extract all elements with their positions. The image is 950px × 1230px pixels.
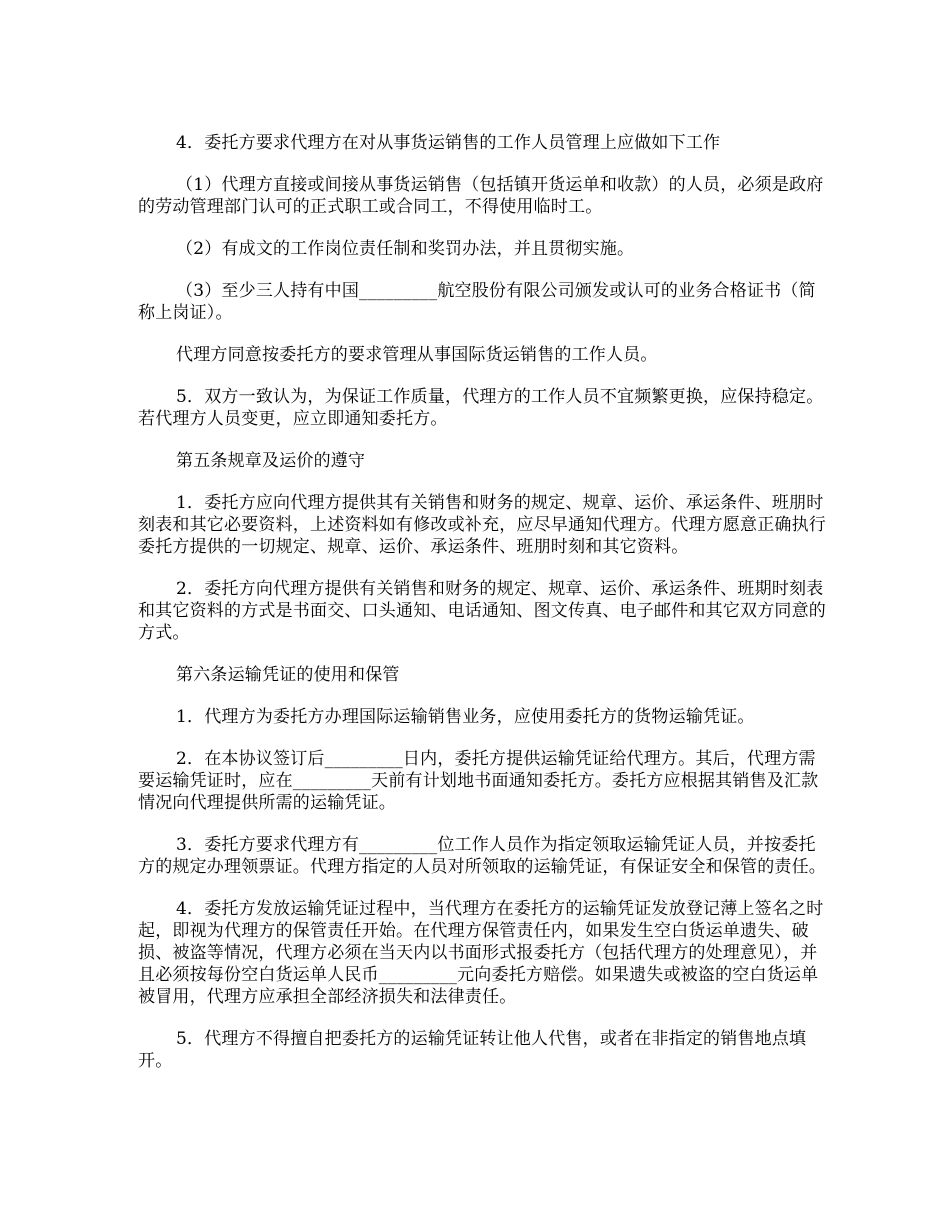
paragraph-item-2: （2）有成文的工作岗位责任制和奖罚办法，并且贯彻实施。 — [176, 239, 635, 259]
paragraph-clause-5: 5．双方一致认为，为保证工作质量，代理方的工作人员不宜频繁更换，应保持稳定。若代理方人员变更，应立即通知委托方。 — [138, 387, 824, 429]
section-heading-article-6: 第六条运输凭证的使用和保管 — [176, 665, 400, 685]
paragraph-agent-agreement: 代理方同意按委托方的要求管理从事国际货运销售的工作人员。 — [176, 345, 658, 365]
paragraph-article-6-item-2: 2．在本协议签订后_________日内，委托方提供运输凭证给代理方。其后，代理方需要运输凭证时，应在_________天前有计划地书面通知委托方。委托方应根据其销售及汇款情况向代理提供所需的运输凭证。 — [138, 749, 819, 813]
document-body — [138, 132, 828, 1092]
paragraph-article-6-item-1: 1．代理方为委托方办理国际运输销售业务，应使用委托方的货物运输凭证。 — [176, 707, 755, 727]
paragraph-item-3: （3）至少三人持有中国_________航空股份有限公司颁发或认可的业务合格证书（简称上岗证）。 — [138, 281, 816, 323]
section-heading-article-5: 第五条规章及运价的遵守 — [176, 451, 366, 471]
paragraph-article-5-item-1: 1．委托方应向代理方提供其有关销售和财务的规定、规章、运价、承运条件、班朋时刻表和其它必要资料，上述资料如有修改或补充，应尽早通知代理方。代理方愿意正确执行委托方提供的一切规定、规章、运价、承运条件、班朋时刻和其它资料。 — [138, 493, 826, 557]
paragraph-article-6-item-3: 3．委托方要求代理方有_________位工作人员作为指定领取运输凭证人员，并按委托方的规定办理领票证。代理方指定的人员对所领取的运输凭证，有保证安全和保管的责任。 — [138, 835, 826, 877]
paragraph-clause-4: 4．委托方要求代理方在对从事货运销售的工作人员管理上应做如下工作 — [176, 133, 721, 153]
paragraph-article-5-item-2: 2．委托方向代理方提供有关销售和财务的规定、规章、运价、承运条件、班期时刻表和其它资料的方式是书面交、口头通知、电话通知、图文传真、电子邮件和其它双方同意的方式。 — [138, 579, 826, 643]
paragraph-article-6-item-5: 5．代理方不得擅自把委托方的运输凭证转让他人代售，或者在非指定的销售地点填开。 — [138, 1029, 807, 1071]
paragraph-article-6-item-4: 4．委托方发放运输凭证过程中，当代理方在委托方的运输凭证发放登记薄上签名之时起，即视为代理方的保管责任开始。在代理方保管责任内，如果发生空白货运单遗失、破损、被盗等情况，代理方必须在当天内以书面形式报委托方（包括代理方的处理意见），并且必须按每份空白货运单人民币_________元向委托方赔偿。如果遗失或被盗的空白货运单被冒用，代理方应承担全部经济损失和法律责任。 — [138, 899, 824, 1007]
paragraph-item-1: （1）代理方直接或间接从事货运销售（包括镇开货运单和收款）的人员，必须是政府的劳动管理部门认可的正式职工或合同工，不得使用临时工。 — [138, 175, 824, 217]
